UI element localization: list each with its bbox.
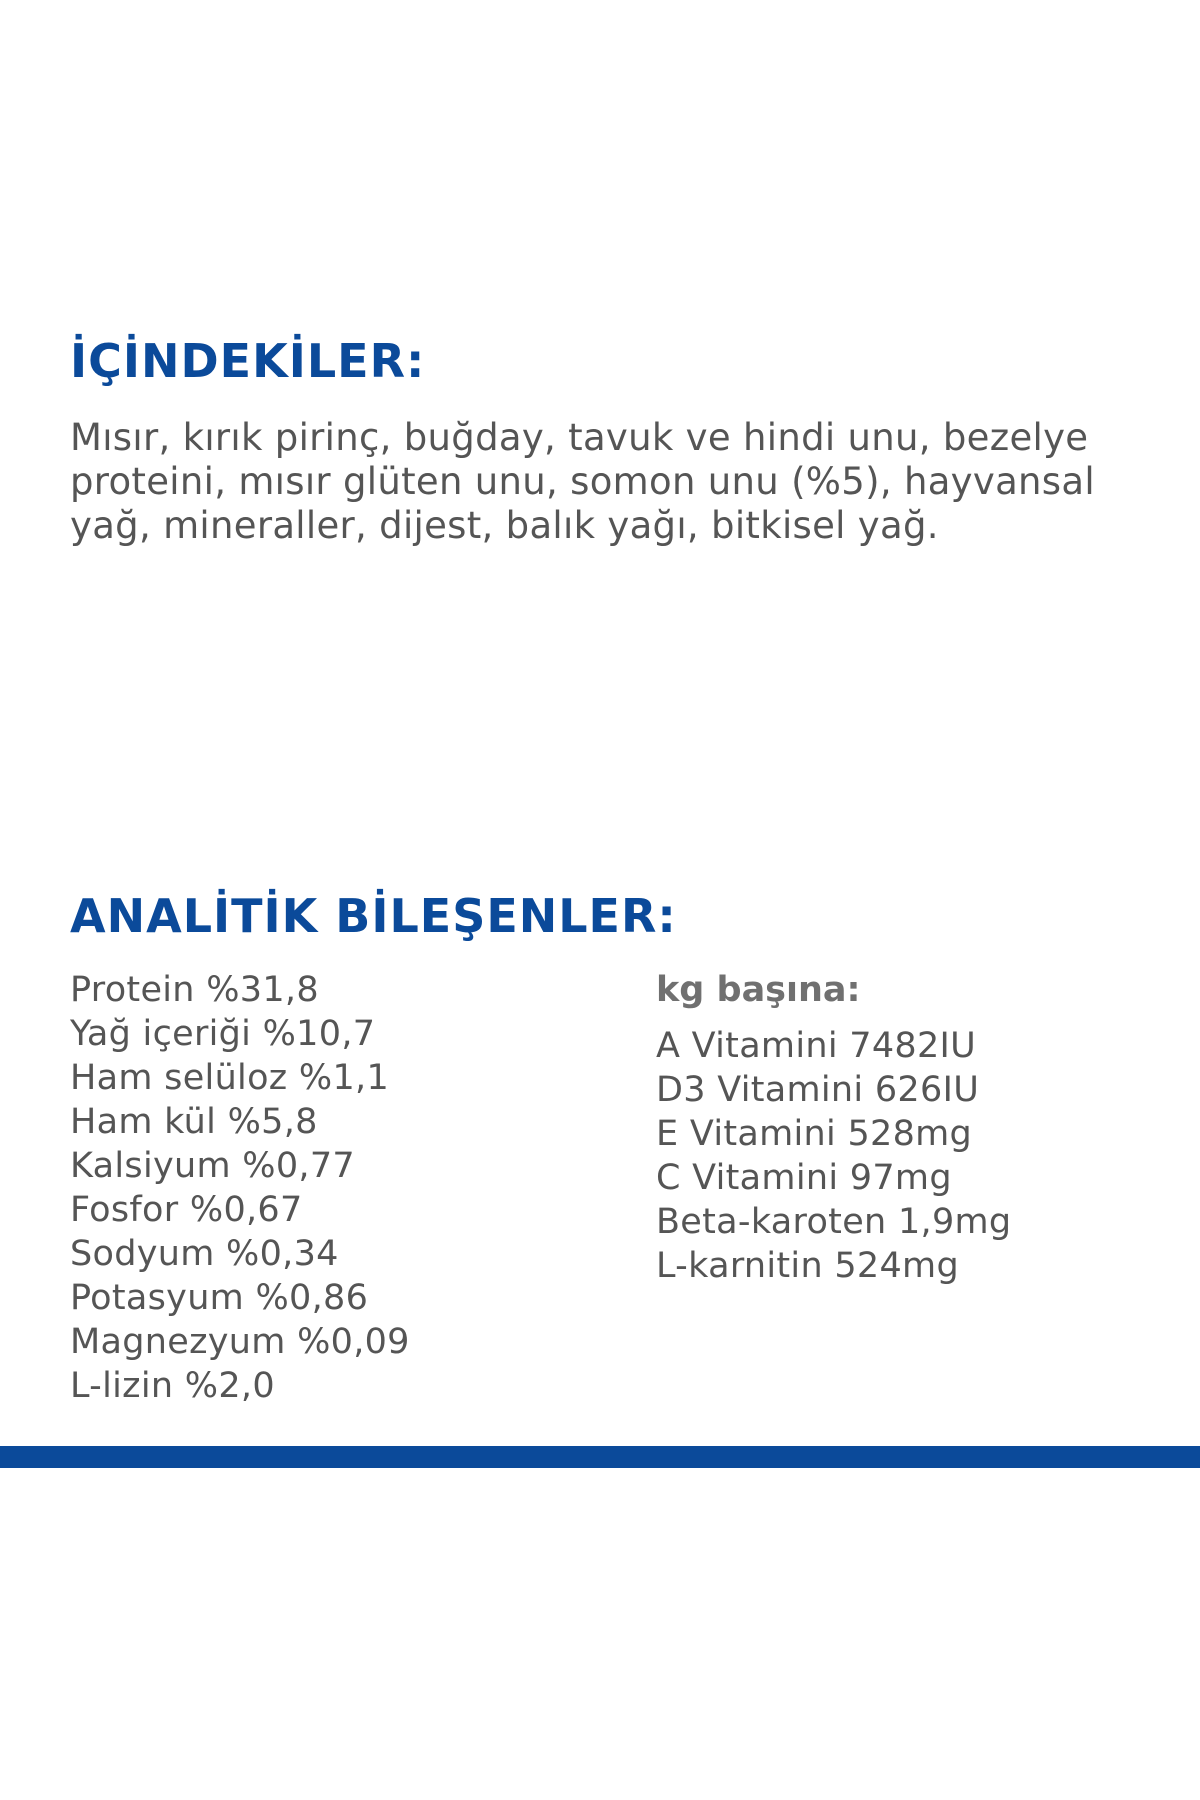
per-kg-heading: kg başına: — [656, 970, 861, 1010]
analytic-item-lysine: L-lizin %2,0 — [70, 1366, 275, 1406]
per-kg-item-vitamin-a: A Vitamini 7482IU — [656, 1026, 977, 1066]
ingredients-heading: İÇİNDEKİLER: — [70, 334, 426, 388]
analytic-components-list — [70, 968, 410, 1408]
per-kg-item-vitamin-e: E Vitamini 528mg — [656, 1114, 973, 1154]
analytic-item-fat: Yağ içeriği %10,7 — [70, 1014, 376, 1054]
per-kg-item-vitamin-c: C Vitamini 97mg — [656, 1158, 952, 1198]
bottom-divider-bar — [0, 1446, 1200, 1468]
per-kg-item-vitamin-d3: D3 Vitamini 626IU — [656, 1070, 980, 1110]
analytic-item-protein: Protein %31,8 — [70, 970, 319, 1010]
per-kg-item-beta-carotene: Beta-karoten 1,9mg — [656, 1202, 1012, 1242]
per-kg-list — [656, 1024, 1011, 1288]
per-kg-item-l-carnitine: L-karnitin 524mg — [656, 1246, 959, 1286]
analytic-item-sodium: Sodyum %0,34 — [70, 1234, 339, 1274]
analytic-item-phosphorus: Fosfor %0,67 — [70, 1190, 303, 1230]
per-kg-section — [656, 968, 1011, 1288]
analytic-item-potassium: Potasyum %0,86 — [70, 1278, 369, 1318]
analytic-components-heading: ANALİTİK BİLEŞENLER: — [70, 889, 677, 943]
analytic-item-magnesium: Magnezyum %0,09 — [70, 1322, 410, 1362]
analytic-item-crude-fiber: Ham selüloz %1,1 — [70, 1058, 390, 1098]
ingredients-text: Mısır, kırık pirinç, buğday, tavuk ve hindi unu, bezelye proteini, mısır glüten unu, somon unu (%5), hayvansal yağ, mineraller, dijest, balık yağı, bitkisel yağ. — [70, 416, 1095, 547]
analytic-item-crude-ash: Ham kül %5,8 — [70, 1102, 318, 1142]
analytic-item-calcium: Kalsiyum %0,77 — [70, 1146, 355, 1186]
